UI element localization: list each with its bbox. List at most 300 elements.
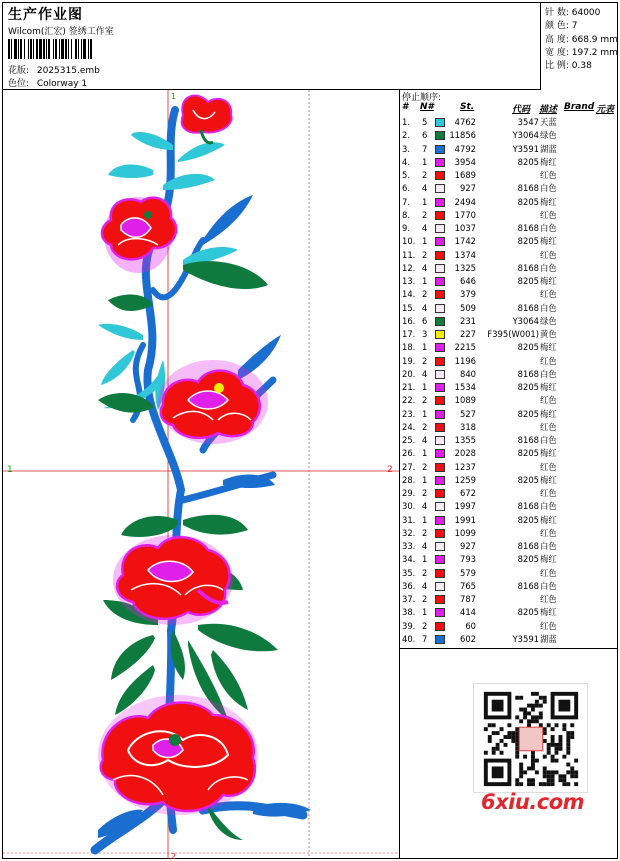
stop-index: 20.: [402, 368, 416, 379]
stitch-count: 1099: [454, 527, 476, 538]
needle-number: 4: [422, 541, 428, 551]
table-row: [400, 355, 617, 368]
needle-number: 2: [422, 567, 428, 578]
stitch-count: 1374: [454, 249, 476, 260]
needle-number: 4: [422, 183, 428, 194]
stop-index: 3.: [402, 143, 410, 154]
colorway-label: 色位:: [8, 79, 30, 89]
table-row: [400, 580, 617, 593]
table-row: [400, 182, 617, 195]
thread-code: 8205: [517, 196, 539, 207]
table-row: [400, 633, 617, 646]
color-description: 梅红: [540, 156, 557, 167]
stop-sequence-table: [400, 90, 617, 649]
col-desc: 描述: [539, 105, 558, 115]
thread-code: 8205: [517, 607, 539, 618]
design-stats: [541, 3, 617, 73]
table-row: [400, 143, 617, 156]
color-description: 梅红: [540, 514, 557, 525]
color-swatch: [435, 489, 445, 498]
color-description: 红色: [540, 170, 557, 180]
color-description: 红色: [540, 567, 557, 578]
color-swatch: [435, 118, 445, 127]
color-swatch: [435, 277, 445, 286]
stop-index: 18.: [402, 342, 416, 353]
thread-code: Y3064: [512, 130, 539, 141]
site-watermark: 6xiu.com: [481, 790, 585, 814]
thread-code: 8205: [517, 382, 539, 392]
table-row: [400, 302, 617, 315]
marker-top: 1: [171, 92, 177, 101]
needle-number: 1: [422, 554, 428, 565]
color-swatch: [435, 463, 445, 472]
table-row: [400, 394, 617, 407]
color-description: 梅红: [540, 408, 557, 419]
color-swatch: [435, 635, 445, 644]
needle-number: 4: [422, 223, 428, 233]
table-row: [400, 567, 617, 580]
color-swatch: [435, 370, 445, 379]
stop-index: 23.: [402, 408, 416, 419]
needle-number: 4: [422, 262, 428, 273]
stop-index: 5.: [402, 170, 410, 180]
col-chart: 元表: [596, 105, 615, 115]
leaf: [178, 142, 225, 162]
stitch-count: 1259: [454, 474, 476, 485]
stitch-count: 765: [460, 580, 476, 591]
needle-number: 1: [422, 236, 428, 247]
table-row: [400, 249, 617, 262]
needle-number: 1: [422, 276, 428, 286]
color-description: 白色: [540, 580, 557, 591]
color-description: 红色: [540, 461, 557, 472]
color-swatch: [435, 198, 445, 207]
sequence-header: [400, 102, 617, 115]
stitch-count: 927: [460, 541, 476, 551]
needle-number: 1: [422, 196, 428, 207]
color-description: 梅红: [540, 474, 557, 485]
table-row: [400, 487, 617, 500]
table-row: [400, 540, 617, 553]
stop-index: 34.: [402, 554, 416, 565]
marker-bottom: 2: [171, 852, 177, 859]
stitch-count: 60: [465, 620, 476, 631]
color-swatch: [435, 330, 445, 339]
color-swatch: [435, 436, 445, 445]
table-row: [400, 262, 617, 275]
table-row: [400, 368, 617, 381]
col-stitches: St.: [460, 102, 475, 112]
table-row: [400, 408, 617, 421]
needle-number: 4: [422, 580, 428, 591]
stop-index: 21.: [402, 382, 416, 392]
color-description: 白色: [540, 501, 557, 512]
needle-number: 2: [422, 249, 428, 260]
marker-left: 1: [7, 465, 13, 475]
barcode-image: [8, 39, 143, 59]
color-swatch: [435, 569, 445, 578]
thread-code: 8168: [517, 302, 539, 313]
flower-center: [169, 734, 181, 746]
table-row: [400, 169, 617, 182]
thread-code: 8205: [517, 408, 539, 419]
color-swatch: [435, 357, 445, 366]
color-swatch: [435, 423, 445, 432]
page-title: 生产作业图: [8, 7, 83, 23]
stitch-count: 2215: [454, 342, 476, 353]
design-file-line: [8, 63, 100, 76]
production-sheet: [2, 2, 618, 859]
color-description: 红色: [540, 395, 557, 406]
color-swatch: [435, 264, 445, 273]
thread-code: 8168: [517, 501, 539, 512]
color-description: 梅红: [540, 236, 557, 247]
stitch-count: 1689: [454, 170, 476, 180]
stop-index: 36.: [402, 580, 416, 591]
needle-number: 1: [422, 342, 428, 353]
color-description: 红色: [540, 289, 557, 300]
thread-code: Y3591: [512, 633, 539, 644]
color-swatch: [435, 224, 445, 233]
thread-code: 8168: [517, 368, 539, 379]
stop-index: 6.: [402, 183, 410, 194]
needle-number: 1: [422, 408, 428, 419]
table-row: [400, 500, 617, 513]
color-description: 白色: [540, 262, 557, 273]
color-swatch: [435, 290, 445, 299]
flower-bottom: [98, 695, 258, 815]
color-description: 红色: [540, 620, 557, 631]
stop-index: 39.: [402, 620, 416, 631]
thread-code: 8205: [517, 236, 539, 247]
thread-code: 8168: [517, 262, 539, 273]
color-description: 红色: [540, 527, 557, 538]
flower-upper: [102, 197, 176, 273]
table-row: [400, 328, 617, 341]
stitch-count: 672: [460, 488, 476, 498]
colorway-value: Colorway 1: [36, 79, 88, 89]
stitch-count: 379: [460, 289, 476, 300]
design-file-label: 花版:: [8, 66, 30, 76]
color-swatch: [435, 608, 445, 617]
stop-index: 25.: [402, 435, 416, 445]
color-swatch: [435, 449, 445, 458]
thread-code: 8168: [517, 223, 539, 233]
color-swatch: [435, 582, 445, 591]
thread-code: 8168: [517, 541, 539, 551]
needle-number: 2: [422, 355, 428, 366]
stitch-count: 2028: [454, 448, 476, 459]
thread-code: Y3064: [512, 315, 539, 326]
table-row: [400, 116, 617, 129]
table-row: [400, 421, 617, 434]
color-description: 梅红: [540, 196, 557, 207]
thread-code: Y3591: [512, 143, 539, 154]
needle-number: 7: [422, 143, 428, 154]
needle-number: 1: [422, 607, 428, 618]
stop-index: 11.: [402, 249, 416, 260]
table-row: [400, 341, 617, 354]
colorway-line: [8, 76, 87, 89]
leaf: [183, 515, 248, 535]
col-brand: Brand: [564, 102, 595, 112]
stitch-count: 1742: [454, 236, 476, 247]
stop-index: 17.: [402, 329, 416, 339]
leaf: [198, 624, 278, 652]
flower-top-bud: [182, 96, 232, 143]
needle-number: 3: [422, 329, 428, 339]
table-row: [400, 514, 617, 527]
thread-code: 8205: [517, 448, 539, 459]
sequence-title: 停止顺序:: [402, 93, 442, 103]
marker-right: 2: [387, 465, 393, 475]
leaf: [131, 132, 173, 150]
color-description: 红色: [540, 488, 557, 498]
header-block: [3, 3, 541, 90]
thread-code: 8168: [517, 580, 539, 591]
stop-index: 24.: [402, 421, 416, 432]
color-description: 白色: [540, 223, 557, 233]
needle-number: 1: [422, 382, 428, 392]
color-description: 白色: [540, 541, 557, 551]
color-swatch: [435, 410, 445, 419]
petal: [182, 96, 232, 133]
color-swatch: [435, 184, 445, 193]
color-description: 红色: [540, 355, 557, 366]
table-row: [400, 461, 617, 474]
stop-index: 16.: [402, 315, 416, 326]
table-row: [400, 527, 617, 540]
design-height: 高 度: 668.9 mm: [545, 35, 618, 45]
design-file-value: 2025315.emb: [36, 66, 100, 76]
stitch-count: 1991: [454, 514, 476, 525]
table-row: [400, 434, 617, 447]
color-description: 红色: [540, 421, 557, 432]
stitch-count: 231: [460, 315, 476, 326]
sequence-rows: [400, 116, 617, 646]
stop-index: 19.: [402, 355, 416, 366]
stop-index: 28.: [402, 474, 416, 485]
stitch-count: 527: [460, 408, 476, 419]
color-description: 湖蓝: [540, 633, 557, 644]
stitch-count: 927: [460, 183, 476, 194]
leaf: [183, 261, 268, 289]
company-name: Wilcom(汇宏) 签绣工作室: [8, 27, 114, 37]
stop-index: 9.: [402, 223, 410, 233]
stitch-count: 2494: [454, 196, 476, 207]
stop-index: 15.: [402, 302, 416, 313]
design-preview: [3, 90, 400, 859]
needle-number: 2: [422, 594, 428, 604]
needle-number: 2: [422, 527, 428, 538]
color-description: 白色: [540, 302, 557, 313]
color-description: 梅红: [540, 276, 557, 286]
color-swatch: [435, 158, 445, 167]
table-row: [400, 235, 617, 248]
flower-center: [144, 211, 152, 219]
needle-number: 4: [422, 368, 428, 379]
stitch-count: 579: [460, 567, 476, 578]
stitch-count: 1089: [454, 395, 476, 406]
flower-lower: [113, 535, 233, 625]
table-row: [400, 381, 617, 394]
color-swatch: [435, 396, 445, 405]
stitch-count: 1237: [454, 461, 476, 472]
stop-index: 38.: [402, 607, 416, 618]
table-row: [400, 593, 617, 606]
stitch-count: 针 数: 64000: [545, 8, 601, 18]
stop-index: 26.: [402, 448, 416, 459]
stop-index: 32.: [402, 527, 416, 538]
needle-number: 2: [422, 620, 428, 631]
color-swatch: [435, 529, 445, 538]
thread-code: 8205: [517, 514, 539, 525]
stop-index: 29.: [402, 488, 416, 498]
stop-index: 12.: [402, 262, 416, 273]
color-swatch: [435, 542, 445, 551]
flower-middle: [158, 360, 268, 444]
color-description: 绿色: [540, 315, 557, 326]
stitch-count: 227: [460, 329, 476, 339]
needle-number: 2: [422, 461, 428, 472]
table-row: [400, 620, 617, 633]
thread-code: 8168: [517, 183, 539, 194]
needle-number: 1: [422, 514, 428, 525]
color-description: 梅红: [540, 448, 557, 459]
needle-number: 2: [422, 488, 428, 498]
color-description: 绿色: [540, 130, 557, 141]
stitch-count: 1037: [454, 223, 476, 233]
color-description: 梅红: [540, 382, 557, 392]
table-row: [400, 156, 617, 169]
color-swatch: [435, 251, 445, 260]
color-count: 颜 色: 7: [545, 21, 578, 31]
color-swatch: [435, 211, 445, 220]
leaf: [98, 324, 143, 340]
needle-number: 4: [422, 435, 428, 445]
color-description: 红色: [540, 594, 557, 604]
color-swatch: [435, 383, 445, 392]
table-row: [400, 288, 617, 301]
stitch-count: 11856: [449, 130, 476, 141]
stop-index: 37.: [402, 594, 416, 604]
table-row: [400, 275, 617, 288]
color-description: 梅红: [540, 554, 557, 565]
design-width: 宽 度: 197.2 mm: [545, 48, 618, 58]
stitch-count: 1534: [454, 382, 476, 392]
table-row: [400, 315, 617, 328]
color-swatch: [435, 131, 445, 140]
thread-code: 8205: [517, 342, 539, 353]
design-scale: 比 例: 0.38: [545, 61, 592, 71]
needle-number: 2: [422, 170, 428, 180]
color-swatch: [435, 317, 445, 326]
color-description: 白色: [540, 368, 557, 379]
stitch-count: 793: [460, 554, 476, 565]
table-row: [400, 222, 617, 235]
stop-index: 40.: [402, 633, 416, 644]
color-swatch: [435, 555, 445, 564]
stitch-count: 4762: [454, 117, 476, 127]
stitch-count: 1196: [454, 355, 476, 366]
stitch-count: 602: [460, 633, 476, 644]
color-swatch: [435, 516, 445, 525]
color-swatch: [435, 304, 445, 313]
leaf: [203, 195, 253, 245]
needle-number: 7: [422, 633, 428, 644]
color-description: 梅红: [540, 342, 557, 353]
stitch-count: 1770: [454, 209, 476, 220]
embroidery-artwork: [3, 90, 400, 859]
leaf: [101, 350, 135, 385]
thread-code: 8205: [517, 156, 539, 167]
color-swatch: [435, 622, 445, 631]
thread-code: 8168: [517, 435, 539, 445]
stop-index: 8.: [402, 209, 410, 220]
table-row: [400, 209, 617, 222]
stop-index: 13.: [402, 276, 416, 286]
needle-number: 1: [422, 474, 428, 485]
needle-number: 4: [422, 302, 428, 313]
color-swatch: [435, 476, 445, 485]
needle-number: 2: [422, 209, 428, 220]
qr-code-image: [473, 683, 588, 793]
stop-index: 33.: [402, 541, 416, 551]
stop-index: 27.: [402, 461, 416, 472]
stop-index: 22.: [402, 395, 416, 406]
color-swatch: [435, 595, 445, 604]
stitch-count: 4792: [454, 143, 476, 154]
table-row: [400, 474, 617, 487]
stop-index: 2.: [402, 130, 410, 141]
table-row: [400, 606, 617, 619]
needle-number: 2: [422, 421, 428, 432]
stop-index: 30.: [402, 501, 416, 512]
thread-code: 8205: [517, 474, 539, 485]
stitch-count: 646: [460, 276, 476, 286]
color-description: 天蓝: [540, 117, 557, 127]
table-row: [400, 129, 617, 142]
color-swatch: [435, 343, 445, 352]
stitch-count: 1355: [454, 435, 476, 445]
thread-code: F395(W001): [487, 329, 539, 339]
color-description: 黄色: [540, 329, 557, 339]
stop-index: 4.: [402, 156, 410, 167]
leaf: [108, 165, 153, 178]
needle-number: 2: [422, 395, 428, 406]
color-swatch: [435, 502, 445, 511]
stop-index: 35.: [402, 567, 416, 578]
color-description: 湖蓝: [540, 143, 557, 154]
needle-number: 1: [422, 448, 428, 459]
stitch-count: 787: [460, 594, 476, 604]
flower-center: [214, 383, 224, 393]
stop-index: 1.: [402, 117, 410, 127]
color-description: 白色: [540, 183, 557, 194]
stitch-count: 3954: [454, 156, 476, 167]
needle-number: 6: [422, 130, 428, 141]
thread-code: 3547: [517, 117, 539, 127]
stitch-count: 318: [460, 421, 476, 432]
thread-code: 8205: [517, 554, 539, 565]
stitch-count: 1997: [454, 501, 476, 512]
needle-number: 5: [422, 117, 428, 127]
stop-index: 10.: [402, 236, 416, 247]
stitch-count: 414: [460, 607, 476, 618]
color-swatch: [435, 171, 445, 180]
needle-number: 6: [422, 315, 428, 326]
stop-index: 31.: [402, 514, 416, 525]
